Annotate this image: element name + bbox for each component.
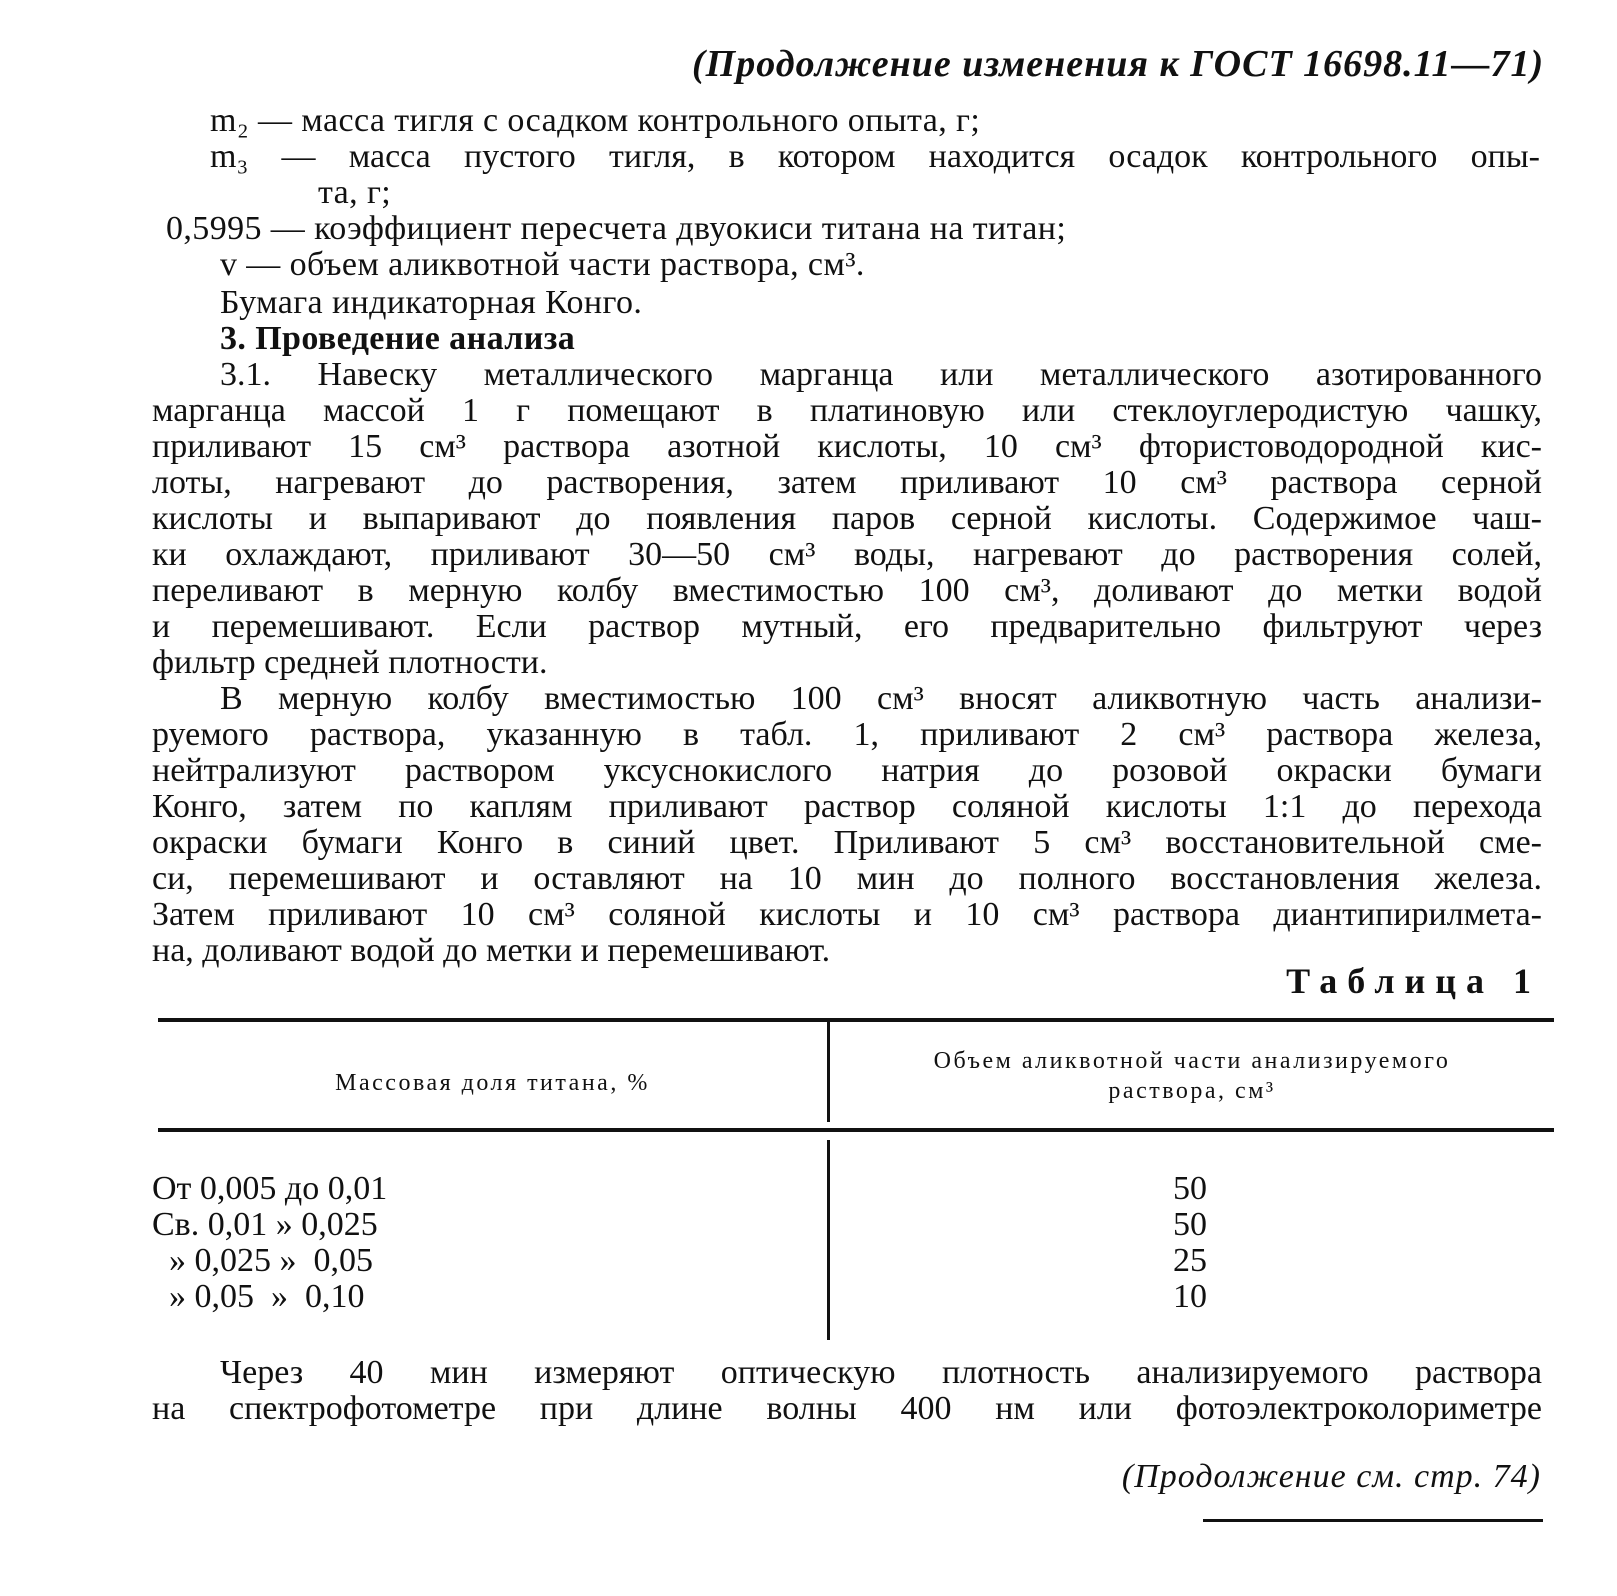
- table-col2-header-line2: раствора, см³: [1108, 1078, 1276, 1104]
- table-row-range: От 0,005 до 0,01: [152, 1170, 388, 1207]
- paragraph3-line: Через 40 мин измеряют оптическую плотность анализируемого раствора: [220, 1354, 1542, 1391]
- page-header: (Продолжение изменения к ГОСТ 16698.11—71): [692, 43, 1545, 85]
- table-header-rule: [158, 1128, 1554, 1132]
- paragraph2-line: окраски бумаги Конго в синий цвет. Приливают 5 см³ восстановительной сме-: [152, 824, 1542, 861]
- paragraph1-line: лоты, нагревают до растворения, затем приливают 10 см³ раствора серной: [152, 464, 1542, 501]
- paragraph2-line: на, доливают водой до метки и перемешивают.: [152, 932, 831, 969]
- definition-v: v — объем аликвотной части раствора, см³.: [220, 246, 865, 283]
- paragraph1-line: ки охлаждают, приливают 30—50 см³ воды, нагревают до растворения солей,: [152, 536, 1542, 573]
- paragraph1-line: марганца массой 1 г помещают в платиновую или стеклоуглеродистую чашку,: [152, 392, 1542, 429]
- table-body-divider: [827, 1140, 830, 1340]
- paragraph1-line: переливают в мерную колбу вместимостью 100 см³, доливают до метки водой: [152, 572, 1542, 609]
- indicator-paper: Бумага индикаторная Конго.: [220, 284, 643, 321]
- table-row-range: » 0,05 » 0,10: [152, 1278, 365, 1315]
- paragraph2-line: В мерную колбу вместимостью 100 см³ вносят аликвотную часть анализи-: [220, 680, 1542, 717]
- definition-m2: m₂ — масса тигля с осадком контрольного опыта, г;: [210, 102, 981, 139]
- table-row-volume: 10: [1173, 1278, 1207, 1315]
- paragraph2-line: си, перемешивают и оставляют на 10 мин до полного восстановления железа.: [152, 860, 1542, 897]
- definition-coefficient: 0,5995 — коэффициент пересчета двуокиси титана на титан;: [166, 210, 1067, 247]
- table-col1-header: Массовая доля титана, %: [335, 1070, 650, 1096]
- footer-rule: [1203, 1519, 1543, 1522]
- section-heading: 3. Проведение анализа: [220, 320, 576, 357]
- paragraph2-line: Затем приливают 10 см³ соляной кислоты и 10 см³ раствора диантипирилмета-: [152, 896, 1542, 933]
- paragraph1-line: кислоты и выпаривают до появления паров серной кислоты. Содержимое чаш-: [152, 500, 1542, 537]
- table-col2-header-line1: Объем аликвотной части анализируемого: [933, 1048, 1451, 1074]
- definition-m3-cont: та, г;: [318, 174, 392, 211]
- paragraph2-line: Конго, затем по каплям приливают раствор соляной кислоты 1:1 до перехода: [152, 788, 1542, 825]
- paragraph1-line: и перемешивают. Если раствор мутный, его предварительно фильтруют через: [152, 608, 1542, 645]
- table-row-range: Св. 0,01 » 0,025: [152, 1206, 378, 1243]
- table-title: Таблица 1: [1286, 961, 1541, 1001]
- table-row-volume: 50: [1173, 1206, 1207, 1243]
- paragraph2-line: нейтрализуют раствором уксуснокислого натрия до розовой окраски бумаги: [152, 752, 1542, 789]
- paragraph1-line: 3.1. Навеску металлического марганца или металлического азотированного: [220, 356, 1542, 393]
- paragraph3-line: на спектрофотометре при длине волны 400 нм или фотоэлектроколориметре: [152, 1390, 1542, 1427]
- table-row-range: » 0,025 » 0,05: [152, 1242, 373, 1279]
- page-footer: (Продолжение см. стр. 74): [1121, 1458, 1541, 1495]
- table-top-rule: [158, 1018, 1554, 1022]
- paragraph2-line: руемого раствора, указанную в табл. 1, приливают 2 см³ раствора железа,: [152, 716, 1542, 753]
- table-row-volume: 50: [1173, 1170, 1207, 1207]
- paragraph1-line: приливают 15 см³ раствора азотной кислоты, 10 см³ фтористоводородной кис-: [152, 428, 1542, 465]
- paragraph1-line: фильтр средней плотности.: [152, 644, 548, 681]
- table-row-volume: 25: [1173, 1242, 1207, 1279]
- definition-m3: m₃ — масса пустого тигля, в котором находится осадок контрольного опы-: [210, 138, 1540, 175]
